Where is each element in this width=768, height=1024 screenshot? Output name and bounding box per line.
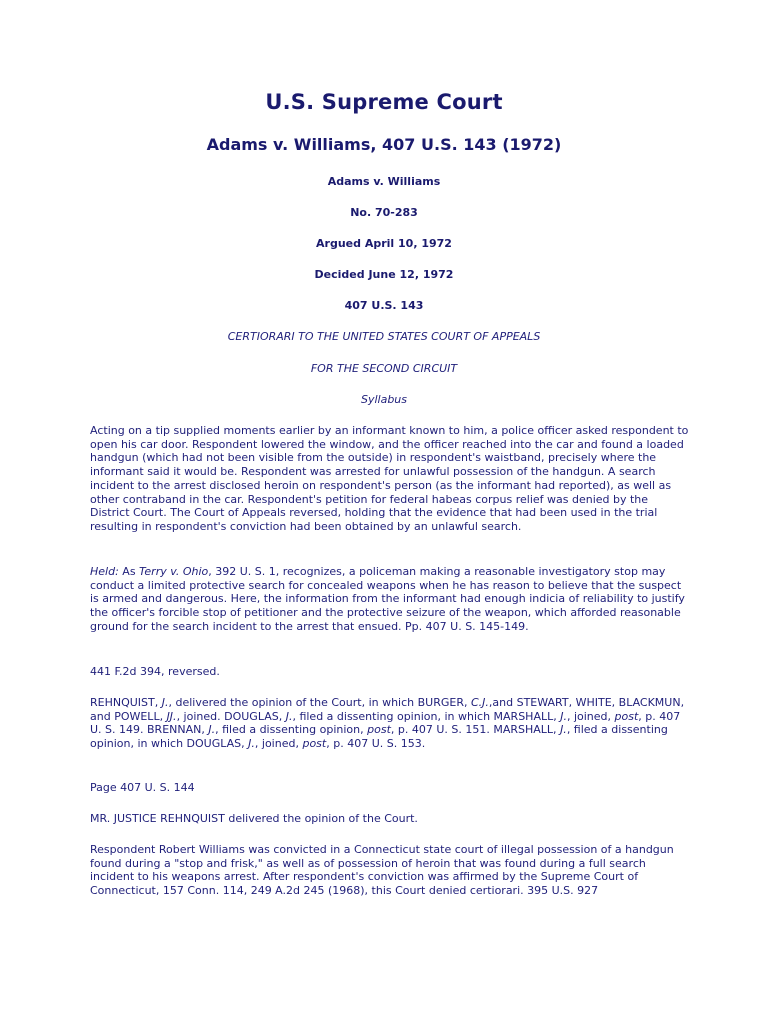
court-title: U.S. Supreme Court [265,90,503,114]
lower-court-disposition: 441 F.2d 394, reversed. [90,665,220,678]
argued-date: Argued April 10, 1972 [316,237,452,250]
syllabus-heading: Syllabus [360,393,408,406]
case-citation-title: Adams v. Williams, 407 U.S. 143 (1972) [206,135,562,154]
page-marker: Page 407 U. S. 144 [90,781,195,794]
docket-number: No. 70-283 [350,206,418,219]
certiorari-line-1: CERTIORARI TO THE UNITED STATES COURT OF APPEALS [227,330,541,343]
held-label: Held: [90,565,119,578]
certiorari-line-2: FOR THE SECOND CIRCUIT [310,362,458,375]
decided-date: Decided June 12, 1972 [314,268,454,281]
reporter-citation: 407 U.S. 143 [344,299,424,312]
terry-v-ohio-citation: Terry v. Ohio [139,565,209,578]
opinion-intro: MR. JUSTICE REHNQUIST delivered the opinion of the Court. [90,812,418,825]
opinion-credits: REHNQUIST, J., delivered the opinion of the Court, in which BURGER, C.J.,and STEWART, WHITE, BLACKMUN, and POWELL, JJ., joined. DOUGLAS, J., filed a dissenting opinion, in which MARSHALL, J., joined, post, p. 407 U. S. 149. BRENNAN, J., filed a dissenting opinion, post, p. 407 U. S. 151. MARSHALL, J., filed a dissenting opinion, in which DOUGLAS, J., joined, post, p. 407 U. S. 153. [90,696,685,751]
case-name: Adams v. Williams [327,175,441,188]
opinion-paragraph: Respondent Robert Williams was convicted in a Connecticut state court of illegal possession of a handgun found during a "stop and frisk," as well as of possession of heroin that was found during a full search incident to his weapons arrest. After respondent's conviction was affirmed by the Supreme Court of Connecticut, 157 Conn. 114, 249 A.2d 245 (1968), this Court denied certiorari. 395 U.S. 927 [90,843,674,898]
syllabus-paragraph: Acting on a tip supplied moments earlier by an informant known to him, a police officer asked respondent to open his car door. Respondent lowered the window, and the officer reached into the car and found a loaded handgun (which had not been visible from the outside) in respondent's waistband, precisely where the informant said it would be. Respondent was arrested for unlawful possession of the handgun. A search incident to the arrest disclosed heroin on respondent's person (as the informant had reported), as well as other contraband in the car. Respondent's petition for federal habeas corpus relief was denied by the District Court. The Court of Appeals reversed, holding that the evidence that had been used in the trial resulting in respondent's conviction had been obtained by an unlawful search. [90,424,689,533]
held-paragraph: Held: As Terry v. Ohio, 392 U. S. 1, recognizes, a policeman making a reasonable investigatory stop may conduct a limited protective search for concealed weapons when he has reason to believe that the suspect is armed and dangerous. Here, the information from the informant had enough indicia of reliability to justify the officer's forcible stop of petitioner and the protective seizure of the weapon, which afforded reasonable ground for the search incident to the arrest that ensued. Pp. 407 U. S. 145-149. [90,565,685,633]
